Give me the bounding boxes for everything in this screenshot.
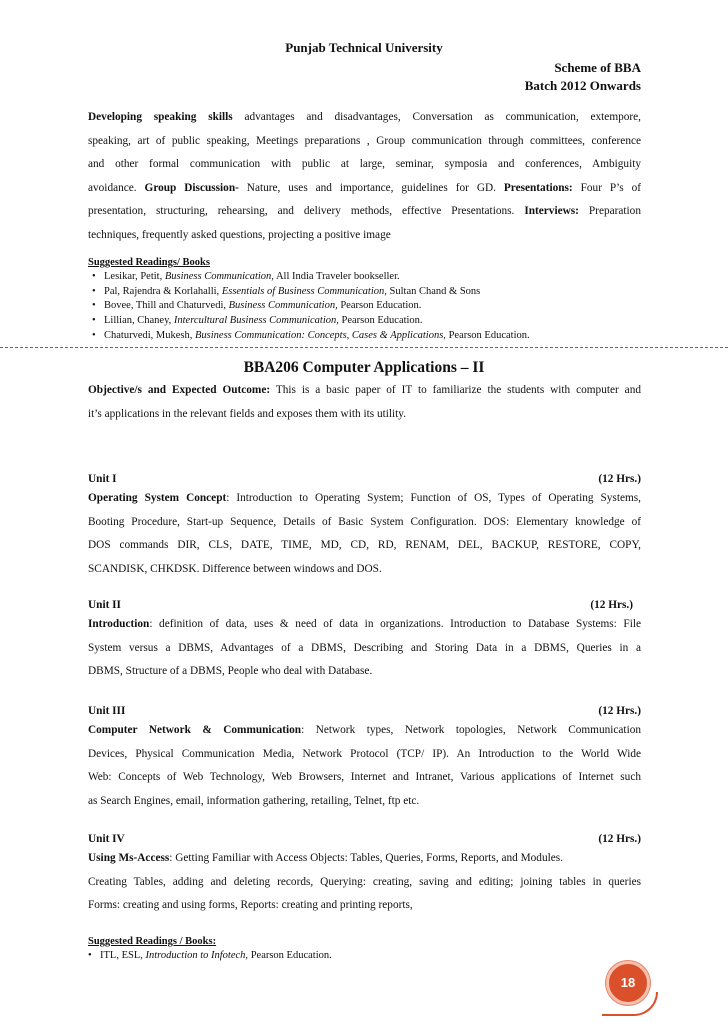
unit-heading <box>88 599 641 611</box>
suggested-readings-title: Suggested Readings/ Books <box>88 257 210 268</box>
unit-content <box>88 847 641 918</box>
unit-content <box>88 487 641 581</box>
unit-line: as Search Engines, email, information gathering, retailing, Telnet, ftp etc. <box>88 794 420 807</box>
objective-line: it’s applications in the relevant fields and exposes them with its utility. <box>88 407 407 420</box>
unit-heading <box>88 705 641 717</box>
unit-line: Booting Procedure, Start-up Sequence, Details of Basic System Configuration. DOS: Elementary knowledge of <box>88 515 641 528</box>
unit-content <box>88 719 641 813</box>
unit-line: DOS commands DIR, CLS, DATE, TIME, MD, CD, RD, RENAM, DEL, BACKUP, RESTORE, COPY, <box>88 539 641 551</box>
unit-line: DBMS, Structure of a DBMS, People who deal with Database. <box>88 665 373 677</box>
unit-hours: (12 Hrs.) <box>598 705 641 717</box>
unit-line: System versus a DBMS, Advantages of a DBMS, Describing and Storing Data in a DBMS, Queries in a <box>88 641 641 654</box>
top-paragraph-line: avoidance. Group Discussion- Nature, uses and importance, guidelines for GD. Presentations: Four P’s of <box>88 181 642 194</box>
top-paragraph-line: presentation, structuring, rehearsing, and delivery methods, effective Presentations. Interviews: Preparation <box>88 205 641 217</box>
reading-item: • Pal, Rajendra & Korlahalli, Essentials of Business Communication, Sultan Chand & Sons <box>92 285 530 300</box>
section-divider <box>0 347 728 348</box>
suggested-readings-list <box>92 270 530 344</box>
course-title: BBA206 Computer Applications – II <box>243 359 485 376</box>
unit-name: Unit II <box>88 599 121 611</box>
unit-name: Unit I <box>88 473 117 485</box>
unit-content <box>88 613 641 684</box>
unit-line: Using Ms-Access: Getting Familiar with Access Objects: Tables, Queries, Forms, Reports, and Modules. <box>88 852 563 864</box>
unit-line: SCANDISK, CHKDSK. Difference between windows and DOS. <box>88 562 382 575</box>
top-paragraph-line: techniques, frequently asked questions, projecting a positive image <box>88 228 391 241</box>
unit-heading <box>88 473 641 485</box>
unit-line: Devices, Physical Communication Media, Network Protocol (TCP/ IP). An Introduction to the World Wide <box>88 747 641 760</box>
top-paragraph-line: and other formal communication with public at large, seminar, symposia and conferences, Ambiguity <box>88 158 641 170</box>
page-number: 18 <box>606 961 650 1005</box>
reading-item: • ITL, ESL, Introduction to Infotech, Pearson Education. <box>88 949 332 964</box>
unit-name: Unit IV <box>88 833 125 845</box>
reading-item: • Chaturvedi, Mukesh, Business Communication: Concepts, Cases & Applications, Pearson Education. <box>92 329 530 344</box>
unit-name: Unit III <box>88 705 126 717</box>
objective-paragraph <box>88 379 641 426</box>
unit-line: Web: Concepts of Web Technology, Web Browsers, Internet and Intranet, Various applications of Internet such <box>88 771 641 783</box>
unit-line: Forms: creating and using forms, Reports: creating and printing reports, <box>88 899 413 911</box>
top-paragraph-line: speaking, art of public speaking, Meetings preparations , Group communication through committees, conference <box>88 134 641 147</box>
unit-line: Creating Tables, adding and deleting records, Querying: creating, saving and editing; joining tables in queries <box>88 875 641 888</box>
reading-item: • Lesikar, Petit, Business Communication, All India Traveler bookseller. <box>92 270 530 285</box>
university-title: Punjab Technical University <box>285 40 443 55</box>
suggested-readings-list <box>88 949 332 964</box>
unit-hours: (12 Hrs.) <box>590 599 633 611</box>
unit-hours: (12 Hrs.) <box>598 473 641 485</box>
unit-hours: (12 Hrs.) <box>598 833 641 845</box>
reading-item: • Lillian, Chaney, Intercultural Business Communication, Pearson Education. <box>92 314 530 329</box>
batch-title: Batch 2012 Onwards <box>524 78 641 93</box>
unit-line: Operating System Concept: Introduction to Operating System; Function of OS, Types of Operating Systems, <box>88 492 641 504</box>
reading-item: • Bovee, Thill and Chaturvedi, Business Communication, Pearson Education. <box>92 299 530 314</box>
scheme-title: Scheme of BBA <box>554 60 641 75</box>
top-paragraph <box>88 106 641 247</box>
unit-heading <box>88 833 641 845</box>
objective-line: Objective/s and Expected Outcome: This is a basic paper of IT to familiarize the students with computer and <box>88 384 641 396</box>
unit-line: Introduction: definition of data, uses & need of data in organizations. Introduction to Database Systems: File <box>88 618 641 630</box>
unit-line: Computer Network & Communication: Network types, Network topologies, Network Communication <box>88 724 642 736</box>
suggested-readings-title: Suggested Readings / Books: <box>88 936 217 947</box>
top-paragraph-line: Developing speaking skills advantages and disadvantages, Conversation as communication, extempore, <box>88 111 641 123</box>
